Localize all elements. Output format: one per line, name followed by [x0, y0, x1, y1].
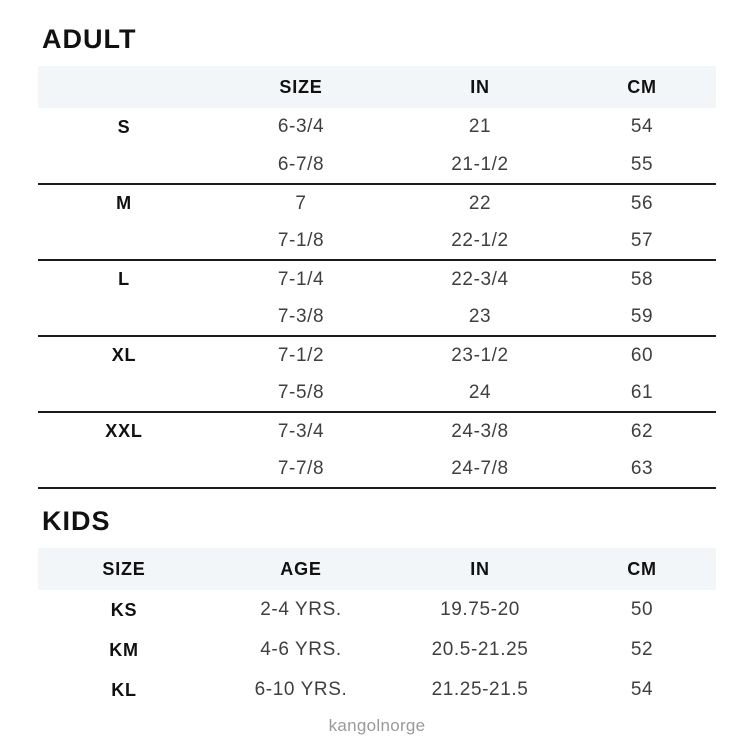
size-label-empty	[38, 450, 210, 488]
kids-header-row	[38, 548, 716, 590]
table-row	[38, 222, 716, 260]
size-label: M	[116, 193, 132, 213]
size-value: 7-3/8	[277, 305, 325, 327]
table-row	[38, 670, 716, 710]
site-watermark: kangolnorge	[328, 716, 426, 735]
adult-size-table	[38, 66, 716, 489]
cm-value: 54	[630, 116, 654, 137]
kids-section-title: KIDS	[42, 506, 111, 536]
age-value: 2-4 YRS.	[260, 599, 342, 620]
size-group-l	[38, 260, 716, 336]
in-value: 22	[468, 192, 492, 214]
size-label: XL	[111, 345, 137, 365]
cm-value: 52	[630, 639, 654, 660]
in-value: 19.75-20	[440, 599, 520, 620]
size-value: 7-1/2	[277, 344, 325, 366]
size-group-xl	[38, 336, 716, 412]
kids-col-header-in: IN	[470, 558, 490, 579]
kids-size-table	[38, 548, 716, 710]
in-value: 24	[468, 381, 492, 403]
size-label-empty	[38, 298, 210, 336]
kids-col-header-cm: CM	[627, 558, 657, 579]
age-value: 4-6 YRS.	[260, 639, 342, 660]
in-value: 24-7/8	[451, 457, 509, 479]
in-value: 22-3/4	[451, 268, 509, 290]
size-value: 7-7/8	[277, 457, 325, 479]
adult-section-title: ADULT	[42, 24, 137, 54]
cm-value: 60	[630, 344, 654, 366]
in-value: 20.5-21.25	[431, 639, 529, 660]
in-value: 23-1/2	[451, 344, 509, 366]
size-label-empty	[38, 374, 210, 412]
adult-col-header-blank	[38, 66, 210, 108]
table-row	[38, 298, 716, 336]
cm-value: 62	[630, 420, 654, 442]
size-group-m	[38, 184, 716, 260]
table-row	[38, 184, 716, 222]
table-row	[38, 590, 716, 630]
size-label-empty	[38, 222, 210, 260]
in-value: 21.25-21.5	[431, 679, 529, 700]
size-value: 6-7/8	[277, 153, 325, 175]
cm-value: 50	[630, 599, 654, 620]
cm-value: 61	[630, 381, 654, 403]
size-value: 7-1/4	[277, 268, 325, 290]
size-label: KL	[111, 679, 137, 700]
size-label: KM	[109, 639, 139, 660]
kids-col-header-size: SIZE	[102, 558, 146, 579]
size-label: XXL	[105, 421, 143, 441]
size-value: 7-5/8	[277, 381, 325, 403]
size-value: 7	[295, 192, 307, 214]
adult-col-header-cm: CM	[627, 76, 657, 97]
size-value: 6-3/4	[277, 116, 325, 137]
in-value: 23	[468, 305, 492, 327]
size-value: 7-3/4	[277, 420, 325, 442]
table-row	[38, 450, 716, 488]
size-value: 7-1/8	[277, 229, 325, 251]
table-row	[38, 336, 716, 374]
size-label: KS	[110, 599, 138, 620]
table-row	[38, 260, 716, 298]
in-value: 21	[468, 116, 492, 137]
cm-value: 56	[630, 192, 654, 214]
table-row	[38, 630, 716, 670]
cm-value: 63	[630, 457, 654, 479]
table-row	[38, 412, 716, 450]
size-label: S	[117, 116, 131, 137]
size-group-s	[38, 108, 716, 184]
in-value: 21-1/2	[451, 153, 509, 175]
adult-header-row	[38, 66, 716, 108]
adult-col-header-in: IN	[470, 76, 490, 97]
cm-value: 54	[630, 679, 654, 700]
cm-value: 55	[630, 153, 654, 175]
table-row	[38, 374, 716, 412]
table-row	[38, 108, 716, 146]
size-label-empty	[38, 146, 210, 184]
size-label: L	[118, 269, 130, 289]
cm-value: 57	[630, 229, 654, 251]
adult-col-header-size: SIZE	[279, 76, 323, 97]
kids-col-header-age: AGE	[280, 558, 322, 579]
age-value: 6-10 YRS.	[254, 679, 348, 700]
in-value: 24-3/8	[451, 420, 509, 442]
size-group-xxl	[38, 412, 716, 488]
in-value: 22-1/2	[451, 229, 509, 251]
cm-value: 58	[630, 268, 654, 290]
cm-value: 59	[630, 305, 654, 327]
table-row	[38, 146, 716, 184]
